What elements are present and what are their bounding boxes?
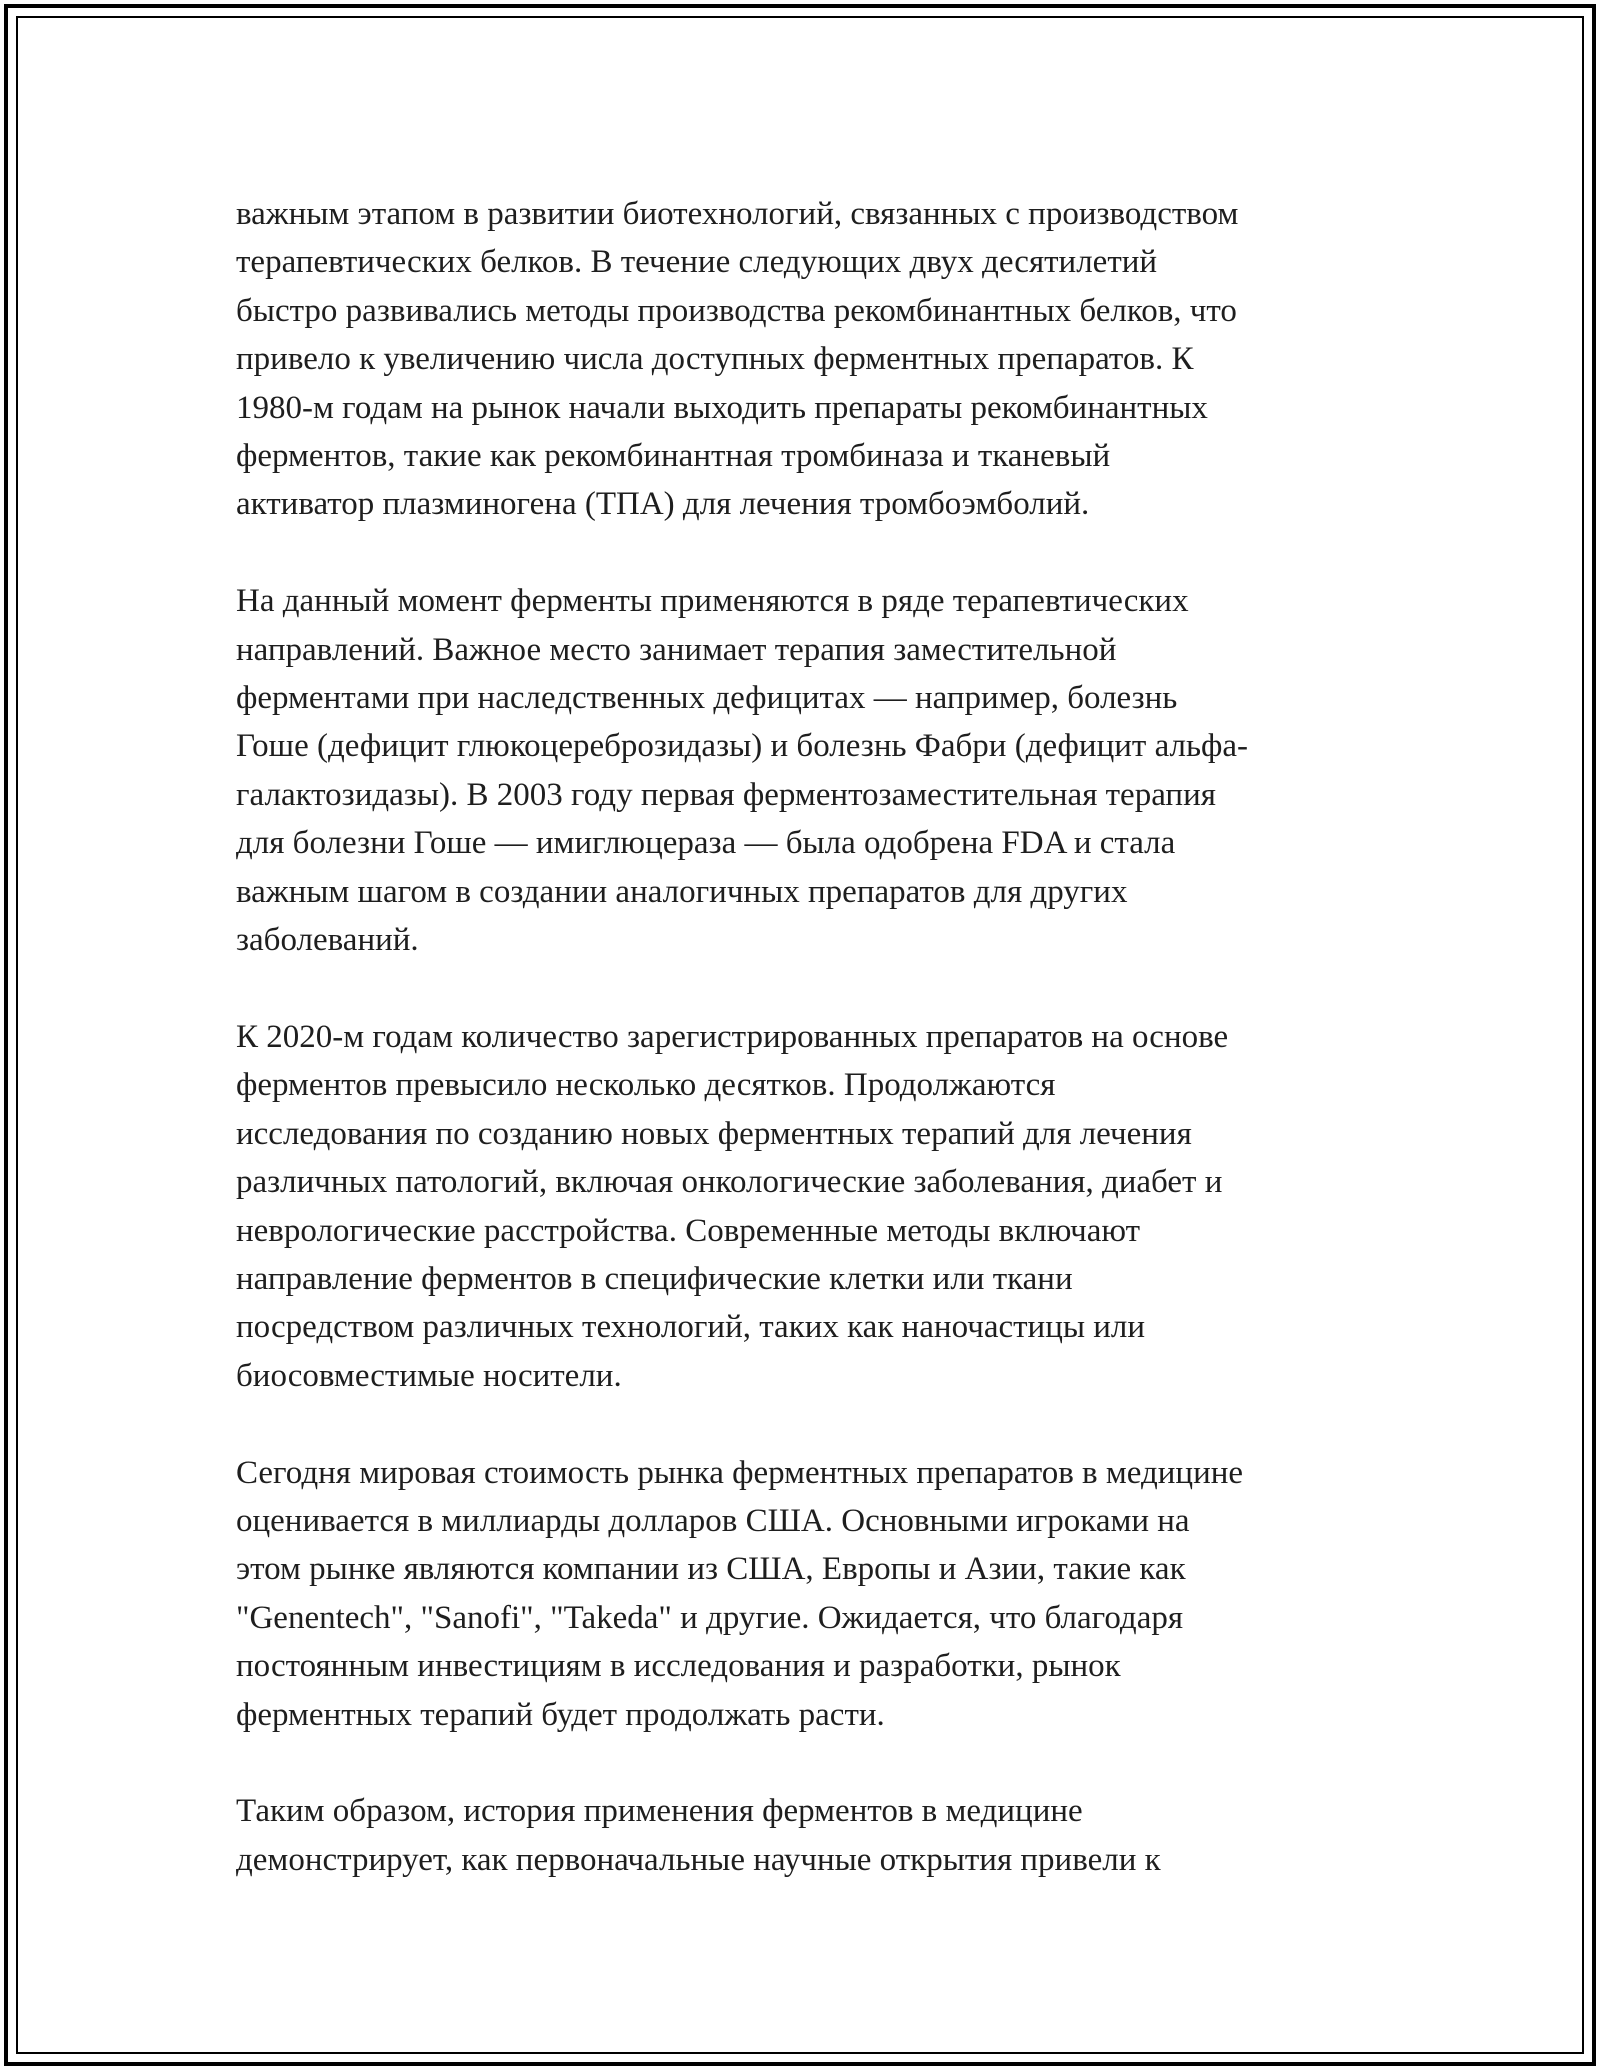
text-line: исследования по созданию новых ферментных терапий для лечения — [236, 1115, 1192, 1152]
text-line: привело к увеличению числа доступных ферментных препаратов. К — [236, 341, 1194, 378]
text-line: неврологические расстройства. Современные методы включают — [236, 1212, 1141, 1249]
text-line: ферментами при наследственных дефицитах — например, болезнь — [236, 680, 1178, 717]
text-line: демонстрирует, как первоначальные научные открытия привели к — [236, 1841, 1161, 1878]
text-line: 1980-м годам на рынок начали выходить препараты рекомбинантных — [236, 389, 1208, 426]
text-line: направление ферментов в специфические клетки или ткани — [236, 1260, 1073, 1297]
text-line: для болезни Гоше — имиглюцераза — была одобрена FDA и стала — [236, 825, 1176, 862]
text-line: галактозидазы). В 2003 году первая ферментозаместительная терапия — [236, 776, 1216, 813]
text-line: ферментов, такие как рекомбинантная тромбиназа и тканевый — [236, 438, 1111, 475]
paragraph-2 — [236, 577, 1376, 964]
paragraph-3 — [236, 1013, 1376, 1400]
text-line: Гоше (дефицит глюкоцереброзидазы) и болезнь Фабри (дефицит альфа- — [236, 728, 1249, 765]
text-line: терапевтических белков. В течение следующих двух десятилетий — [236, 244, 1158, 281]
text-line: ферментов превысило несколько десятков. Продолжаются — [236, 1067, 1056, 1104]
text-line: важным шагом в создании аналогичных препаратов для других — [236, 873, 1128, 910]
text-line: направлений. Важное место занимает терапия заместительной — [236, 631, 1117, 668]
text-line: быстро развивались методы производства рекомбинантных белков, что — [236, 292, 1237, 329]
text-line: "Genentech", "Sanofi", "Takeda" и другие. Ожидается, что благодаря — [236, 1599, 1184, 1636]
text-line: различных патологий, включая онкологические заболевания, диабет и — [236, 1164, 1223, 1201]
text-line: На данный момент ферменты применяются в ряде терапевтических — [236, 583, 1189, 620]
text-line: Таким образом, история применения ферментов в медицине — [236, 1793, 1083, 1830]
paragraph-5 — [236, 1787, 1376, 1884]
text-line: этом рынке являются компании из США, Европы и Азии, такие как — [236, 1551, 1186, 1588]
text-line: активатор плазминогена (ТПА) для лечения тромбоэмболий. — [236, 486, 1090, 523]
paragraph-1 — [236, 190, 1376, 529]
text-line: Сегодня мировая стоимость рынка ферментных препаратов в медицине — [236, 1454, 1244, 1491]
text-line: посредством различных технологий, таких как наночастицы или — [236, 1309, 1146, 1346]
text-line: постоянным инвестициям в исследования и разработки, рынок — [236, 1648, 1121, 1685]
text-line: биосовместимые носители. — [236, 1357, 622, 1394]
document-body — [236, 190, 1376, 1933]
text-line: важным этапом в развитии биотехнологий, связанных с производством — [236, 196, 1239, 232]
paragraph-4 — [236, 1449, 1376, 1739]
text-line: К 2020-м годам количество зарегистрированных препаратов на основе — [236, 1018, 1229, 1055]
text-line: ферментных терапий будет продолжать расти. — [236, 1696, 885, 1733]
text-line: оценивается в миллиарды долларов США. Основными игроками на — [236, 1502, 1190, 1539]
text-line: заболеваний. — [236, 922, 419, 959]
